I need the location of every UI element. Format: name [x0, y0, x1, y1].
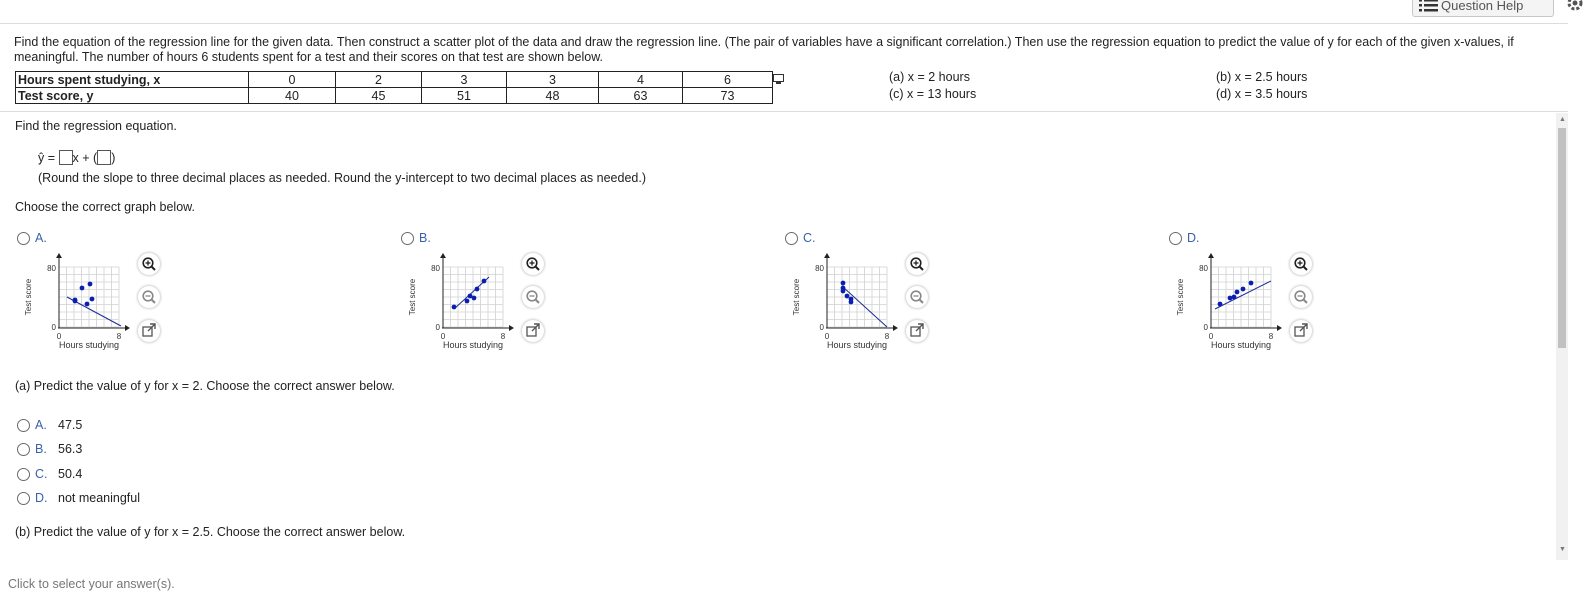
- radio-button[interactable]: [785, 232, 798, 245]
- x-tick-label: 8: [884, 332, 890, 341]
- y-tick-label: 80: [1199, 264, 1208, 273]
- y-axis-label: Test score: [792, 278, 801, 316]
- data-point: [1232, 295, 1237, 300]
- radio-button[interactable]: [1169, 232, 1182, 245]
- table-cell: 51: [422, 88, 507, 104]
- y-axis-label: Test score: [1176, 278, 1185, 316]
- x-tick-label: 0: [824, 332, 830, 341]
- data-point: [1241, 287, 1246, 292]
- data-point: [849, 300, 854, 305]
- yhat-symbol: ŷ: [38, 151, 45, 165]
- row-header-y: Test score, y: [16, 88, 249, 104]
- predict-b-label: (b) x = 2.5 hours: [1216, 70, 1308, 84]
- table-cell: 48: [507, 88, 599, 104]
- option-letter: C.: [35, 467, 48, 481]
- x-axis-arrow: [125, 325, 130, 331]
- y-tick-label: 0: [1203, 323, 1208, 332]
- option-value: 47.5: [58, 418, 83, 432]
- x-tick-label: 0: [1208, 332, 1214, 341]
- data-point: [841, 281, 846, 286]
- scroll-down-arrow-icon[interactable]: ▼: [1559, 546, 1566, 553]
- data-point: [1249, 281, 1254, 286]
- equals-sign: =: [47, 151, 56, 165]
- option-label: B.: [419, 231, 431, 245]
- y-tick-label: 0: [435, 323, 440, 332]
- question-help-button[interactable]: [1412, 0, 1554, 17]
- predict-d-label: (d) x = 3.5 hours: [1216, 87, 1308, 101]
- radio-button[interactable]: [401, 232, 414, 245]
- regression-equation: [38, 150, 115, 165]
- axis-lines: [442, 255, 511, 328]
- data-point: [475, 287, 480, 292]
- table-cell: 73: [683, 88, 773, 104]
- part-b-prompt: (b) Predict the value of y for x = 2.5. Choose the correct answer below.: [15, 525, 406, 539]
- option-letter: D.: [35, 491, 48, 505]
- data-table: [15, 71, 773, 104]
- popout-icon[interactable]: [906, 320, 928, 342]
- close-paren: ): [111, 151, 116, 165]
- table-cell: 4: [599, 72, 683, 88]
- problem-statement: Find the equation of the regression line for the given data. Then construct a scatter plot of the data and draw the regression line. (The pair of variables have a significant correlation.) Then use the regression equation to predict the value of y for each of the given x-values, if meaningful. The number of hours 6 students spent for a test and their scores on that test are shown below.: [14, 35, 1514, 64]
- x-tick-label: 8: [1268, 332, 1274, 341]
- radio-button[interactable]: [17, 443, 30, 456]
- data-point: [88, 282, 93, 287]
- scrollbar-thumb[interactable]: [1558, 128, 1566, 348]
- y-axis-arrow: [1208, 253, 1214, 258]
- slope-input[interactable]: [59, 150, 73, 165]
- data-point: [1228, 296, 1233, 301]
- y-axis-arrow: [56, 253, 62, 258]
- zoom-in-icon[interactable]: [522, 253, 544, 275]
- zoom-out-icon[interactable]: [1290, 286, 1312, 308]
- radio-button[interactable]: [17, 468, 30, 481]
- y-tick-label: 80: [815, 264, 824, 273]
- x-axis-arrow: [509, 325, 514, 331]
- y-tick-label: 0: [51, 323, 56, 332]
- y-tick-label: 0: [819, 323, 824, 332]
- data-point: [1218, 302, 1223, 307]
- x-tick-label: 0: [440, 332, 446, 341]
- divider: [0, 111, 1568, 112]
- data-point: [85, 302, 90, 307]
- divider: [0, 23, 1568, 24]
- data-point: [841, 289, 846, 294]
- zoom-in-icon[interactable]: [906, 253, 928, 275]
- regression-prompt: Find the regression equation.: [15, 119, 177, 133]
- open-paren: (: [93, 151, 98, 165]
- option-value: 56.3: [58, 442, 83, 456]
- axis-lines: [58, 255, 127, 328]
- x-axis-label: Hours studying: [442, 340, 504, 350]
- predict-a-label: (a) x = 2 hours: [889, 70, 970, 84]
- table-cell: 6: [683, 72, 773, 88]
- y-tick-label: 80: [47, 264, 56, 273]
- option-letter: A.: [35, 418, 47, 432]
- data-point: [452, 305, 457, 310]
- option-value: 50.4: [58, 467, 83, 481]
- part-a-prompt: (a) Predict the value of y for x = 2. Choose the correct answer below.: [15, 379, 395, 393]
- axis-lines: [826, 255, 895, 328]
- zoom-in-icon[interactable]: [1290, 253, 1312, 275]
- x-axis-label: Hours studying: [1210, 340, 1272, 350]
- table-row: [16, 88, 773, 104]
- intercept-input[interactable]: [97, 150, 111, 165]
- radio-button[interactable]: [17, 492, 30, 505]
- data-point: [73, 299, 78, 304]
- option-label: C.: [803, 231, 816, 245]
- axis-lines: [1210, 255, 1279, 328]
- option-letter: B.: [35, 442, 47, 456]
- rounding-hint: (Round the slope to three decimal places as needed. Round the y-intercept to two decimal places as needed.): [38, 171, 647, 185]
- data-point: [80, 286, 85, 291]
- table-cell: 3: [507, 72, 599, 88]
- row-header-x: Hours spent studying, x: [16, 72, 249, 88]
- x-tick-label: 8: [116, 332, 122, 341]
- predict-c-label: (c) x = 13 hours: [889, 87, 977, 101]
- option-label: D.: [1187, 231, 1200, 245]
- popout-icon[interactable]: [1290, 320, 1312, 342]
- zoom-out-icon[interactable]: [522, 286, 544, 308]
- table-cell: 40: [249, 88, 336, 104]
- radio-button[interactable]: [17, 419, 30, 432]
- table-cell: 3: [422, 72, 507, 88]
- y-axis-arrow: [440, 253, 446, 258]
- y-axis-arrow: [824, 253, 830, 258]
- y-axis-label: Test score: [24, 278, 33, 316]
- data-point: [465, 299, 470, 304]
- data-point: [1235, 290, 1240, 295]
- x-tick-label: 0: [56, 332, 62, 341]
- x-axis-arrow: [893, 325, 898, 331]
- option-value: not meaningful: [58, 491, 141, 505]
- zoom-out-icon[interactable]: [906, 286, 928, 308]
- popout-icon[interactable]: [138, 320, 160, 342]
- data-point: [845, 294, 850, 299]
- zoom-in-icon[interactable]: [138, 253, 160, 275]
- table-cell: 2: [336, 72, 422, 88]
- table-cell: 63: [599, 88, 683, 104]
- x-axis-label: Hours studying: [58, 340, 120, 350]
- footer-hint: Click to select your answer(s).: [8, 577, 175, 591]
- scroll-up-arrow-icon[interactable]: ▲: [1559, 116, 1566, 123]
- x-axis-arrow: [1277, 325, 1282, 331]
- option-label: A.: [35, 231, 47, 245]
- graph-prompt: Choose the correct graph below.: [15, 200, 195, 214]
- x-axis-label: Hours studying: [826, 340, 888, 350]
- copy-icon[interactable]: [773, 74, 785, 88]
- zoom-out-icon[interactable]: [138, 286, 160, 308]
- radio-button[interactable]: [17, 232, 30, 245]
- x-plus-text: x +: [72, 151, 90, 165]
- table-cell: 0: [249, 72, 336, 88]
- data-point: [90, 297, 95, 302]
- x-tick-label: 8: [500, 332, 506, 341]
- popout-icon[interactable]: [522, 320, 544, 342]
- question-help-label: Question Help: [1441, 0, 1524, 13]
- y-tick-label: 80: [431, 264, 440, 273]
- table-row: [16, 72, 773, 88]
- data-point: [482, 279, 487, 284]
- data-point: [472, 296, 477, 301]
- y-axis-label: Test score: [408, 278, 417, 316]
- table-cell: 45: [336, 88, 422, 104]
- list-icon: [1419, 0, 1439, 14]
- gear-icon[interactable]: [1566, 0, 1584, 15]
